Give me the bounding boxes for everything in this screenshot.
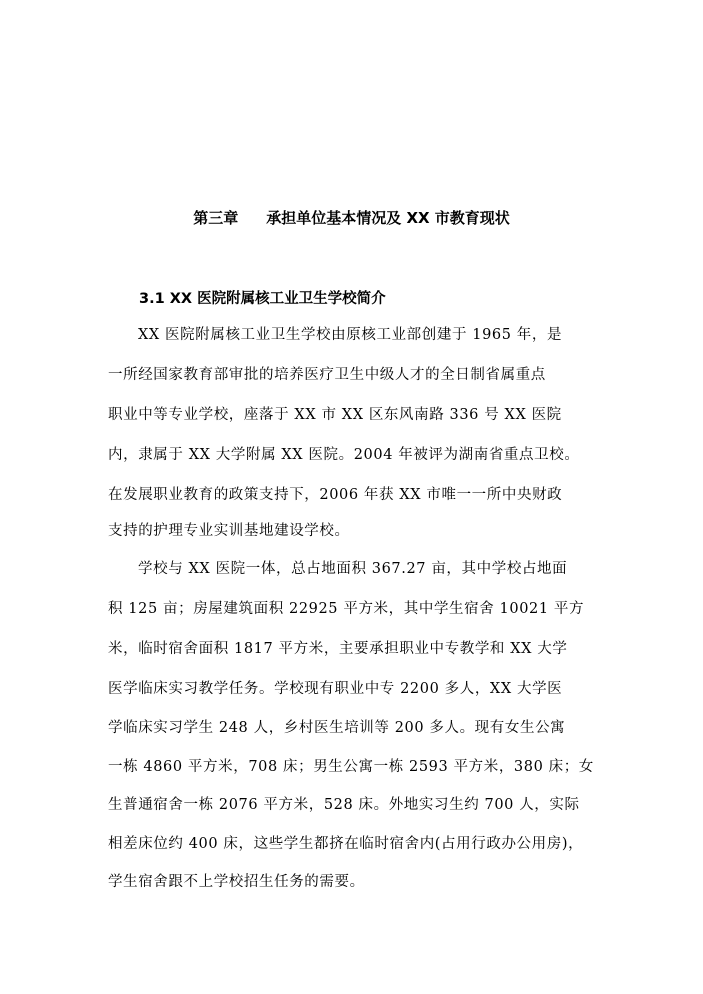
paragraph-1-line-1: XX 医院附属核工业卫生学校由原核工业部创建于 1965 年，是	[138, 327, 563, 343]
paragraph-2-line-5: 学临床实习学生 248 人，乡村医生培训等 200 多人。现有女生公寓	[108, 720, 566, 736]
paragraph-1-line-6: 支持的护理专业实训基地建设学校。	[108, 523, 350, 539]
paragraph-1-line-3: 职业中等专业学校，座落于 XX 市 XX 区东风南路 336 号 XX 医院	[108, 407, 562, 423]
paragraph-2-line-6: 一栋 4860 平方米，708 床；男生公寓一栋 2593 平方米，380 床；女	[108, 759, 594, 775]
paragraph-2-line-1: 学校与 XX 医院一体，总占地面积 367.27 亩，其中学校占地面	[138, 561, 568, 577]
paragraph-2-line-9: 学生宿舍跟不上学校招生任务的需要。	[108, 874, 365, 890]
paragraph-2-line-7: 生普通宿舍一栋 2076 平方米，528 床。外地实习生约 700 人，实际	[108, 797, 580, 813]
chapter-title-text: 承担单位基本情况及 XX 市教育现状	[266, 209, 510, 227]
chapter-label: 第三章	[193, 209, 239, 227]
paragraph-1-line-2: 一所经国家教育部审批的培养医疗卫生中级人才的全日制省属重点	[108, 367, 546, 383]
paragraph-1-line-5: 在发展职业教育的政策支持下，2006 年获 XX 市唯一一所中央财政	[108, 487, 563, 503]
paragraph-2-line-3: 米，临时宿舍面积 1817 平方米，主要承担职业中专教学和 XX 大学	[108, 641, 568, 657]
paragraph-2-line-4: 医学临床实习教学任务。学校现有职业中专 2200 多人，XX 大学医	[108, 681, 563, 697]
section-heading: 3.1 XX 医院附属核工业卫生学校简介	[139, 291, 386, 307]
paragraph-2-line-2: 积 125 亩；房屋建筑面积 22925 平方米，其中学生宿舍 10021 平方	[108, 601, 585, 617]
paragraph-2-line-8: 相差床位约 400 床，这些学生都挤在临时宿舍内(占用行政办公用房)，	[108, 836, 584, 852]
chapter-title	[0, 206, 703, 230]
paragraph-1-line-4: 内，隶属于 XX 大学附属 XX 医院。2004 年被评为湖南省重点卫校。	[108, 447, 580, 463]
